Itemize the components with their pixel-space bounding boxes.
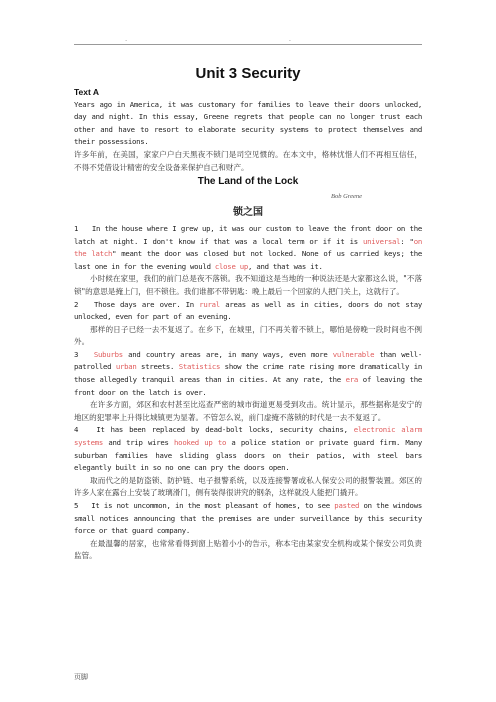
text-run: a police station or private guard firm. Many suburban families have sliding glass doors on their patios, with steel bars elegantly built in so no one can pry the doors open. xyxy=(74,438,422,473)
text-run: of leaving the front door on the latch is over. xyxy=(74,375,422,397)
article-title-chinese: 锁之国 xyxy=(233,207,263,219)
text-run: than well-patrolled xyxy=(74,349,422,372)
paragraph-3-chinese: 在许多方面，郊区和农村甚至比巡查严密的城市街道更易受到攻击。统计显示，那些据称是安宁的地区的犯罪率上升得比城镇更为显著。不管怎么说，前门虚掩不落锁的时代是一去不复返了。 xyxy=(74,400,422,422)
paragraph-5-english xyxy=(74,500,422,538)
paragraph-number: 3 xyxy=(74,349,79,359)
text-run: In the house where I grew up, it was our custom to leave the front door on the latch at night. I don't know if that was a local term or if it is xyxy=(74,223,422,246)
vocab-highlight: hooked up to xyxy=(174,438,227,448)
header-marks: . . xyxy=(125,36,371,43)
paragraph-4-chinese: 取而代之的是防盗锁、防护链、电子报警系统，以及连接警署或私人保安公司的报警装置。郊区的许多人家在露台上安装了玻璃滑门，侧有装得很讲究的钢条，这样就没人能把门撬开。 xyxy=(74,475,422,498)
text-run: " meant the door was closed but not locked. None of us carried keys; the last one in for the evening would xyxy=(74,249,422,271)
paragraph-number: 5 xyxy=(74,501,79,510)
vocab-highlight: on the latch xyxy=(74,236,422,259)
vocab-highlight: universal xyxy=(363,236,401,246)
paragraph-5-chinese: 在最温馨的居家，也常常看得到窗上贴着小小的告示，称本宅由某家安全机构或某个保安公司负责监管。 xyxy=(74,538,422,561)
main-content xyxy=(74,86,422,563)
vocab-highlight: rural xyxy=(199,299,220,309)
text-run: , and that was it. xyxy=(248,261,323,271)
paragraph-1-english xyxy=(74,223,422,273)
article-author: Bob Greene xyxy=(331,192,362,200)
paragraph-number: 2 xyxy=(74,299,79,309)
vocab-highlight: close up xyxy=(214,261,249,271)
vocab-highlight: vulnerable xyxy=(332,349,375,359)
text-run: on the windows small notices announcing that the premises are under surveillance by this security force or that guard company. xyxy=(74,501,422,536)
vocab-highlight: Statistics xyxy=(178,362,221,372)
text-run: It is not uncommon, in the most pleasant of homes, to see xyxy=(91,501,335,510)
paragraph-4-english xyxy=(74,424,422,474)
intro-chinese: 许多年前，在美国，家家户户白天黑夜不锁门是司空见惯的。在本文中，格林忧惜人们不再相互信任，不得不凭借设计精密的安全设备来保护自己和财产。 xyxy=(74,149,422,172)
paragraph-number: 4 xyxy=(74,425,79,435)
text-run: areas as well as in cities, doors do not stay unlocked, even for part of an evening. xyxy=(74,299,422,322)
text-run: : " xyxy=(400,236,414,246)
vocab-highlight: urban xyxy=(115,362,137,372)
text-run: It has been replaced by dead-bolt locks, security chains, xyxy=(96,425,354,435)
paragraph-2-english xyxy=(74,299,422,324)
paragraph-1-chinese: 小时候在家里，我们的前门总是夜不落锁。我不知道这是当地的一种说法还是大家都这么说，"不落锁"的意思是掩上门，但不锁住。我们谁都不带钥匙：晚上最后一个回家的人把门关上，这就行了。 xyxy=(74,274,422,296)
vocab-highlight: Suburbs xyxy=(93,349,123,359)
text-run: Those days are over. In xyxy=(94,299,200,309)
vocab-highlight: era xyxy=(345,375,359,385)
header-rule xyxy=(74,44,422,45)
intro-english: Years ago in America, it was customary for families to leave their doors unlocked, day and night. In this essay, Greene regrets that people can no longer trust each other and have to resort to elaborate security systems to protect themselves and their possessions. xyxy=(74,99,422,147)
text-run: streets. xyxy=(136,362,179,372)
unit-title: Unit 3 Security xyxy=(195,65,301,82)
paragraph-number: 1 xyxy=(74,223,79,233)
section-label: Text A xyxy=(74,87,100,97)
paragraph-2-chinese: 那样的日子已经一去不复返了。在乡下，在城里，门不再关着不锁上，哪怕是傍晚一段时间也不例外。 xyxy=(74,324,422,347)
article-title: The Land of the Lock xyxy=(197,176,299,188)
paragraph-3-english xyxy=(74,349,422,399)
text-run: and country areas are, in many ways, even more xyxy=(122,349,333,359)
text-run: show the crime rate rising more dramatically in those allegedly tranquil areas than in cities. At any rate, the xyxy=(74,362,423,385)
vocab-highlight: electronic alarm systems xyxy=(74,425,422,448)
text-run: and trip wires xyxy=(103,438,175,448)
vocab-highlight: pasted xyxy=(334,501,360,510)
page-footer: 页脚 xyxy=(74,673,88,681)
